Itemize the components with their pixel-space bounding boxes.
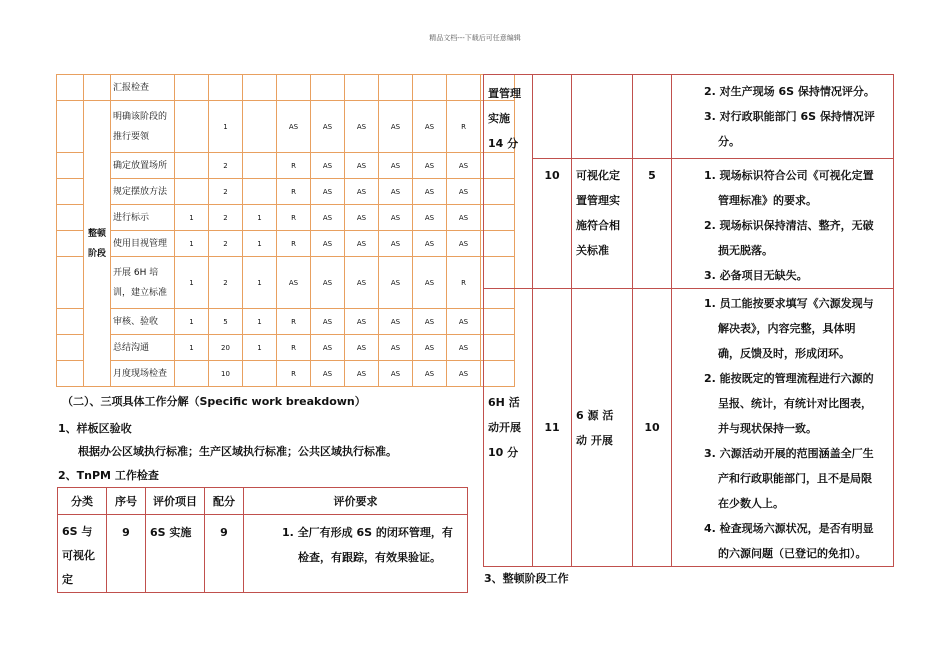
schedule-cell: 1 — [175, 231, 209, 257]
schedule-cell: AS — [345, 335, 379, 361]
schedule-cell: AS — [447, 179, 481, 205]
schedule-cell: AS — [413, 335, 447, 361]
schedule-cell: R — [277, 231, 311, 257]
schedule-cell — [175, 361, 209, 387]
req-line: 检查，有跟踪，有效果验证。 — [298, 551, 441, 564]
req-line: 损无脱落。 — [718, 244, 773, 257]
header-category: 分类 — [58, 488, 107, 515]
schedule-cell: AS — [379, 153, 413, 179]
req-line: 3. 六源活动开展的范围涵盖全厂生 — [704, 447, 874, 460]
table-row — [57, 205, 515, 231]
item-cell: 汇报检查 — [111, 75, 175, 101]
blank-cell — [57, 205, 84, 231]
evaluation-table-right — [483, 74, 894, 567]
schedule-cell: AS — [345, 231, 379, 257]
schedule-cell: R — [447, 257, 481, 309]
project-cell: 6S 实施 — [146, 515, 205, 593]
req-line: 2. 对生产现场 6S 保持情况评分。 — [704, 85, 875, 98]
header-no: 序号 — [107, 488, 146, 515]
req-line: 分。 — [718, 135, 740, 148]
schedule-cell: R — [277, 153, 311, 179]
schedule-cell: R — [277, 361, 311, 387]
req-line: 3. 必备项目无缺失。 — [704, 269, 808, 282]
schedule-cell: AS — [413, 205, 447, 231]
category-cell: 6S 与可视化定 — [58, 515, 107, 593]
blank-cell — [57, 231, 84, 257]
section-title: （二）、三项具体工作分解（Specific work breakdown） — [62, 395, 366, 408]
schedule-cell: AS — [379, 335, 413, 361]
schedule-cell: 2 — [209, 257, 243, 309]
table-row — [484, 75, 894, 159]
schedule-cell: R — [277, 179, 311, 205]
schedule-cell: AS — [413, 153, 447, 179]
req-line: 并与现状保持一致。 — [718, 422, 817, 435]
table-header-row — [58, 488, 468, 515]
schedule-cell: AS — [413, 179, 447, 205]
schedule-cell: 1 — [243, 335, 277, 361]
item-cell: 月度现场检查 — [111, 361, 175, 387]
schedule-cell: 1 — [243, 205, 277, 231]
requirement-cell — [244, 515, 468, 593]
schedule-cell: AS — [345, 153, 379, 179]
schedule-cell — [243, 361, 277, 387]
item-cell: 确定放置场所 — [111, 153, 175, 179]
blank-cell — [57, 257, 84, 309]
req-line: 在少数人上。 — [718, 497, 784, 510]
score-cell: 5 — [633, 159, 672, 289]
req-line: 呈报、统计，有统计对比图表， — [718, 397, 872, 410]
schedule-cell — [175, 153, 209, 179]
req-line: 1. 现场标识符合公司《可视化定置 — [704, 169, 874, 182]
schedule-cell: AS — [345, 205, 379, 231]
schedule-cell: AS — [413, 101, 447, 153]
schedule-cell: AS — [413, 231, 447, 257]
schedule-cell: AS — [311, 257, 345, 309]
req-line: 1. 员工能按要求填写《六源发现与 — [704, 297, 874, 310]
header-project: 评价项目 — [146, 488, 205, 515]
schedule-cell: 1 — [243, 231, 277, 257]
score-cell: 9 — [205, 515, 244, 593]
schedule-cell: 1 — [243, 257, 277, 309]
schedule-cell: AS — [379, 179, 413, 205]
schedule-cell: AS — [311, 101, 345, 153]
schedule-cell: AS — [345, 101, 379, 153]
schedule-cell: AS — [345, 179, 379, 205]
schedule-cell: 2 — [209, 231, 243, 257]
table-row — [57, 231, 515, 257]
schedule-cell: 2 — [209, 153, 243, 179]
schedule-cell: AS — [311, 231, 345, 257]
blank-cell — [57, 335, 84, 361]
schedule-cell: AS — [379, 361, 413, 387]
schedule-cell: 1 — [175, 257, 209, 309]
item-cell: 规定摆放方法 — [111, 179, 175, 205]
schedule-cell: R — [277, 309, 311, 335]
category-cell: 置管理实施 14 分 — [484, 75, 533, 289]
item-cell: 审核、验收 — [111, 309, 175, 335]
schedule-cell: 10 — [209, 361, 243, 387]
schedule-cell: R — [277, 205, 311, 231]
req-line: 2. 现场标识保持清洁、整齐，无破 — [704, 219, 874, 232]
schedule-cell: R — [447, 101, 481, 153]
schedule-cell: AS — [413, 309, 447, 335]
schedule-cell: 2 — [209, 205, 243, 231]
req-line: 的六源问题（已登记的免扣）。 — [718, 547, 867, 560]
schedule-cell: AS — [379, 205, 413, 231]
schedule-cell: AS — [413, 257, 447, 309]
schedule-cell: AS — [379, 101, 413, 153]
schedule-cell: AS — [447, 309, 481, 335]
table-row — [57, 257, 515, 309]
table-row — [57, 101, 515, 153]
table-row — [57, 361, 515, 387]
schedule-cell: 1 — [175, 309, 209, 335]
schedule-cell — [243, 101, 277, 153]
schedule-cell — [243, 179, 277, 205]
schedule-cell: AS — [277, 257, 311, 309]
table-row — [57, 153, 515, 179]
table-row — [57, 335, 515, 361]
schedule-cell: AS — [345, 309, 379, 335]
item-cell: 总结沟通 — [111, 335, 175, 361]
schedule-cell: AS — [345, 361, 379, 387]
req-line: 4. 检查现场六源状况，是否有明显 — [704, 522, 874, 535]
schedule-cell: AS — [447, 335, 481, 361]
schedule-cell: 2 — [209, 179, 243, 205]
schedule-cell: AS — [379, 309, 413, 335]
item1-body: 根据办公区域执行标准；生产区域执行标准；公共区域执行标准。 — [78, 445, 397, 458]
score-cell: 10 — [633, 289, 672, 567]
requirement-cell — [672, 159, 894, 289]
eval-table — [57, 487, 468, 593]
schedule-cell: 1 — [175, 335, 209, 361]
schedule-cell: 20 — [209, 335, 243, 361]
header-requirement: 评价要求 — [244, 488, 468, 515]
req-line: 管理标准》的要求。 — [718, 194, 817, 207]
schedule-cell — [243, 153, 277, 179]
table-row — [484, 289, 894, 567]
schedule-cell: AS — [379, 231, 413, 257]
table-row — [58, 515, 468, 593]
item-cell: 开展 6H 培训，建立标准 — [111, 257, 175, 309]
requirement-cell — [672, 75, 894, 159]
schedule-cell: AS — [447, 361, 481, 387]
schedule-cell: 1 — [243, 309, 277, 335]
item-cell: 明确该阶段的推行要领 — [111, 101, 175, 153]
req-line: 解决表》，内容完整，具体明 — [718, 322, 856, 335]
blank-cell — [57, 361, 84, 387]
blank-cell — [57, 153, 84, 179]
schedule-cell: 1 — [209, 101, 243, 153]
req-line: 2. 能按既定的管理流程进行六源的 — [704, 372, 874, 385]
section-3-title: 3、整顿阶段工作 — [484, 572, 569, 585]
table-row — [57, 179, 515, 205]
schedule-cell: AS — [311, 335, 345, 361]
item-cell: 进行标示 — [111, 205, 175, 231]
category-cell: 6H 活动开展 10 分 — [484, 289, 533, 567]
schedule-cell: AS — [379, 257, 413, 309]
schedule-cell: 5 — [209, 309, 243, 335]
table-row — [484, 159, 894, 289]
blank-cell — [57, 179, 84, 205]
table-row — [57, 309, 515, 335]
schedule-cell: AS — [447, 205, 481, 231]
schedule-cell: AS — [447, 153, 481, 179]
no-cell: 9 — [107, 515, 146, 593]
req-line: 1. 全厂有形成 6S 的闭环管理，有 — [282, 526, 453, 539]
item2-title: 2、TnPM 工作检查 — [58, 469, 159, 482]
project-cell: 可视化定置管理实施符合相关标准 — [572, 159, 633, 289]
schedule-cell: AS — [447, 231, 481, 257]
schedule-table — [56, 74, 515, 387]
header-score: 配分 — [205, 488, 244, 515]
schedule-cell: R — [277, 335, 311, 361]
schedule-cell — [175, 101, 209, 153]
schedule-cell: AS — [277, 101, 311, 153]
req-line: 确，反馈及时，形成闭环。 — [718, 347, 850, 360]
no-cell: 11 — [533, 289, 572, 567]
phase-cell: 整顿阶段 — [84, 101, 111, 387]
page-header: 精品文档---下载后可任意编辑 — [429, 34, 521, 42]
blank-cell — [57, 309, 84, 335]
schedule-cell: AS — [311, 361, 345, 387]
no-cell: 10 — [533, 159, 572, 289]
schedule-cell: AS — [311, 205, 345, 231]
project-cell: 6 源 活 动 开展 — [572, 289, 633, 567]
schedule-cell: AS — [311, 179, 345, 205]
schedule-cell: AS — [413, 361, 447, 387]
requirement-cell — [672, 289, 894, 567]
item-cell: 使用目视管理 — [111, 231, 175, 257]
schedule-cell: AS — [311, 153, 345, 179]
item1-title: 1、样板区验收 — [58, 422, 132, 435]
schedule-cell — [175, 179, 209, 205]
req-line: 3. 对行政职能部门 6S 保持情况评 — [704, 110, 875, 123]
table-row — [57, 75, 515, 101]
schedule-cell: AS — [345, 257, 379, 309]
req-line: 产和行政职能部门，且不是局限 — [718, 472, 872, 485]
blank-cell — [57, 101, 84, 153]
schedule-cell: AS — [311, 309, 345, 335]
schedule-cell: 1 — [175, 205, 209, 231]
